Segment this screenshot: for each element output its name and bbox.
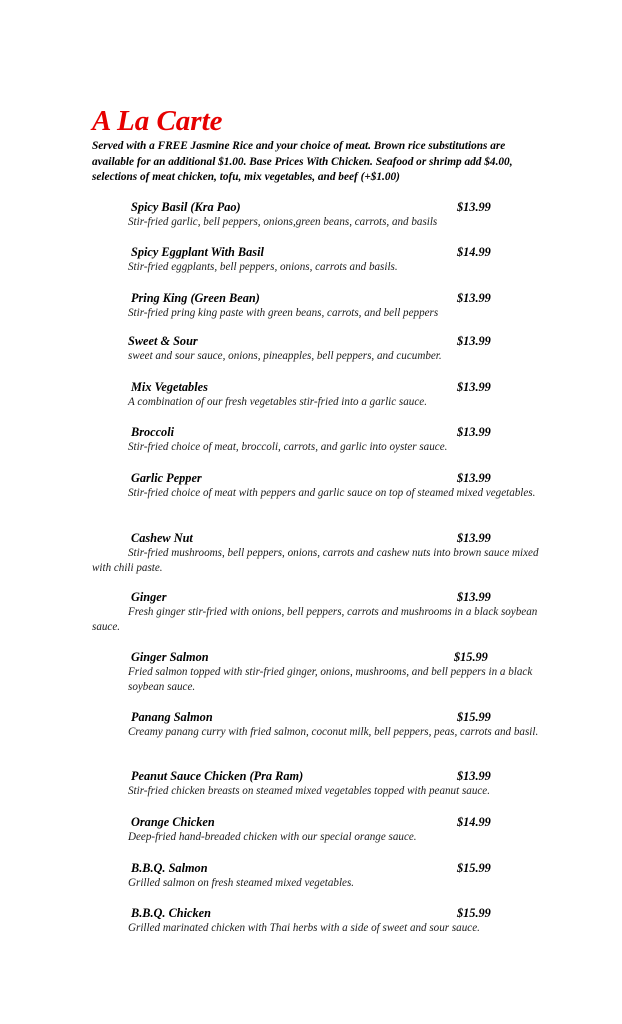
item-price: $13.99 bbox=[457, 291, 491, 305]
menu-item bbox=[92, 709, 542, 740]
item-price: $15.99 bbox=[457, 906, 491, 920]
item-name: Cashew Nut bbox=[131, 531, 193, 545]
item-price: $14.99 bbox=[457, 245, 491, 259]
menu-item bbox=[92, 649, 542, 695]
item-description: Deep-fried hand-breaded chicken with our special orange sauce. bbox=[128, 831, 417, 843]
item-description: Stir-fried pring king paste with green beans, carrots, and bell peppers bbox=[128, 307, 439, 319]
item-name: B.B.Q. Chicken bbox=[131, 906, 211, 920]
menu-item bbox=[92, 333, 542, 364]
menu-item bbox=[92, 244, 542, 275]
item-description: Fresh ginger stir-fried with onions, bell peppers, carrots and mushrooms in a black soybean sauce. bbox=[92, 606, 538, 633]
item-description: Stir-fried chicken breasts on steamed mixed vegetables topped with peanut sauce. bbox=[128, 785, 490, 797]
item-description: Stir-fried choice of meat, broccoli, carrots, and garlic into oyster sauce. bbox=[128, 441, 448, 453]
menu-item bbox=[92, 199, 542, 230]
menu-item bbox=[92, 424, 542, 455]
item-name: Spicy Eggplant With Basil bbox=[131, 245, 264, 259]
item-price: $14.99 bbox=[457, 815, 491, 829]
menu-item bbox=[92, 768, 542, 799]
item-name: Pring King (Green Bean) bbox=[131, 291, 260, 305]
item-price: $15.99 bbox=[457, 710, 491, 724]
menu-item bbox=[92, 905, 542, 936]
item-description: Stir-fried choice of meat with peppers and garlic sauce on top of steamed mixed vegetables. bbox=[128, 487, 536, 499]
item-name: Sweet & Sour bbox=[128, 334, 198, 348]
item-price: $15.99 bbox=[454, 650, 488, 664]
item-price: $13.99 bbox=[457, 425, 491, 439]
item-price: $13.99 bbox=[457, 380, 491, 394]
item-description: Grilled salmon on fresh steamed mixed vegetables. bbox=[128, 877, 355, 889]
item-name: Ginger bbox=[131, 590, 167, 604]
item-name: Mix Vegetables bbox=[131, 380, 208, 394]
item-description: Stir-fried eggplants, bell peppers, onions, carrots and basils. bbox=[128, 261, 398, 273]
item-name: Ginger Salmon bbox=[131, 650, 209, 664]
item-price: $15.99 bbox=[457, 861, 491, 875]
item-description: Stir-fried garlic, bell peppers, onions,green beans, carrots, and basils bbox=[128, 216, 438, 228]
menu-item bbox=[92, 290, 542, 321]
item-price: $13.99 bbox=[457, 200, 491, 214]
intro-text: Served with a FREE Jasmine Rice and your choice of meat. Brown rice substitutions are available for an additional $1.00. Base Prices With Chicken. Seafood or shrimp add $4.00, selections of meat chicken, tofu, mix vegetables, and beef (+$1.00) bbox=[92, 140, 513, 183]
item-price: $13.99 bbox=[457, 531, 491, 545]
item-description: A combination of our fresh vegetables stir-fried into a garlic sauce. bbox=[128, 396, 427, 408]
item-name: Panang Salmon bbox=[131, 710, 213, 724]
item-price: $13.99 bbox=[457, 590, 491, 604]
item-price: $13.99 bbox=[457, 769, 491, 783]
item-description: sweet and sour sauce, onions, pineapples, bell peppers, and cucumber. bbox=[128, 350, 442, 362]
menu-item bbox=[92, 379, 542, 410]
menu-item bbox=[92, 530, 542, 576]
item-description: Grilled marinated chicken with Thai herbs with a side of sweet and sour sauce. bbox=[128, 922, 480, 934]
item-name: Peanut Sauce Chicken (Pra Ram) bbox=[131, 769, 304, 783]
item-description: Stir-fried mushrooms, bell peppers, onions, carrots and cashew nuts into brown sauce mixed with chili paste. bbox=[92, 547, 539, 574]
item-description: Fried salmon topped with stir-fried ginger, onions, mushrooms, and bell peppers in a black soybean sauce. bbox=[128, 666, 533, 693]
menu-item bbox=[92, 860, 542, 891]
menu-item bbox=[92, 589, 542, 635]
item-name: Spicy Basil (Kra Pao) bbox=[131, 200, 241, 214]
item-name: Garlic Pepper bbox=[131, 471, 202, 485]
menu-item bbox=[92, 470, 542, 501]
item-description: Creamy panang curry with fried salmon, coconut milk, bell peppers, peas, carrots and basil. bbox=[128, 726, 539, 738]
item-price: $13.99 bbox=[457, 334, 491, 348]
item-name: Broccoli bbox=[131, 425, 175, 439]
item-name: B.B.Q. Salmon bbox=[131, 861, 208, 875]
page-title: A La Carte bbox=[92, 105, 223, 137]
item-price: $13.99 bbox=[457, 471, 491, 485]
menu-item bbox=[92, 814, 542, 845]
item-name: Orange Chicken bbox=[131, 815, 215, 829]
